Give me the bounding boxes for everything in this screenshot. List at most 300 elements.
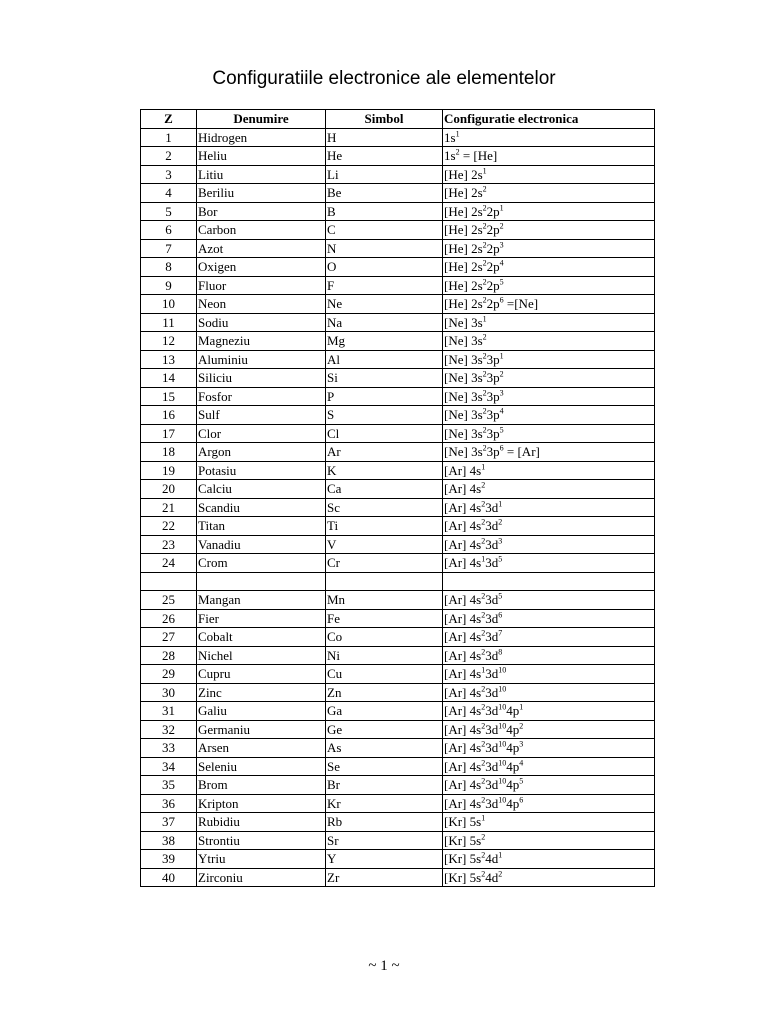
electron-configuration-cell — [443, 406, 655, 425]
element-name-cell: Clor — [197, 424, 326, 443]
element-symbol-cell: N — [326, 239, 443, 258]
config-segment: 3d — [485, 592, 499, 608]
config-segment: [Ar] 4s — [444, 518, 482, 534]
config-segment: 3d — [485, 610, 499, 626]
element-name-cell: Zirconiu — [197, 868, 326, 887]
element-symbol-cell: Ti — [326, 517, 443, 536]
electron-configuration-cell — [443, 517, 655, 536]
electron-configuration-cell — [443, 628, 655, 647]
config-segment: 2p — [486, 240, 500, 256]
config-segment: [Ar] 4s — [444, 740, 482, 756]
element-name-cell: Nichel — [197, 646, 326, 665]
config-exponent: 3 — [499, 240, 504, 250]
config-segment: 4p — [506, 703, 520, 719]
config-exponent: 1 — [482, 166, 487, 176]
config-exponent: 5 — [498, 591, 503, 601]
config-segment: [Kr] 5s — [444, 832, 482, 848]
atomic-number-cell: 20 — [141, 480, 197, 499]
element-name-cell: Sodiu — [197, 313, 326, 332]
atomic-number-cell: 4 — [141, 184, 197, 203]
element-name-cell: Cobalt — [197, 628, 326, 647]
config-segment: 4p — [506, 721, 520, 737]
element-name-cell: Rubidiu — [197, 813, 326, 832]
table-row — [141, 480, 655, 499]
table-row — [141, 258, 655, 277]
element-name-cell: Seleniu — [197, 757, 326, 776]
electron-configuration-cell — [443, 350, 655, 369]
element-name-cell: Brom — [197, 776, 326, 795]
element-symbol-cell: Li — [326, 165, 443, 184]
config-exponent: 5 — [499, 425, 504, 435]
electron-configuration-cell — [443, 165, 655, 184]
table-row — [141, 720, 655, 739]
config-segment: [Ne] 3s — [444, 388, 483, 404]
electron-configuration-cell — [443, 239, 655, 258]
table-row — [141, 128, 655, 147]
config-exponent: 2 — [482, 369, 487, 379]
table-row — [141, 591, 655, 610]
config-segment: [He] 2s — [444, 240, 483, 256]
config-segment: 3d — [485, 684, 499, 700]
config-segment: [He] 2s — [444, 277, 483, 293]
config-segment: [Ar] 4s — [444, 777, 482, 793]
table-row — [141, 424, 655, 443]
config-segment: [Ar] 4s — [444, 592, 482, 608]
electron-configuration-cell — [443, 498, 655, 517]
atomic-number-cell: 28 — [141, 646, 197, 665]
atomic-number-cell: 22 — [141, 517, 197, 536]
atomic-number-cell: 10 — [141, 295, 197, 314]
atomic-number-cell: 17 — [141, 424, 197, 443]
table-row — [141, 739, 655, 758]
config-exponent: 2 — [482, 443, 487, 453]
element-symbol-cell: Cr — [326, 554, 443, 573]
config-segment: [Ar] 4s — [444, 481, 482, 497]
config-segment: 2p — [486, 222, 500, 238]
element-symbol-cell: Fe — [326, 609, 443, 628]
element-name-cell: Scandiu — [197, 498, 326, 517]
config-exponent: 8 — [498, 647, 503, 657]
atomic-number-cell: 14 — [141, 369, 197, 388]
atomic-number-cell: 39 — [141, 850, 197, 869]
config-exponent: 10 — [498, 776, 507, 786]
element-symbol-cell: O — [326, 258, 443, 277]
header-z: Z — [141, 110, 197, 129]
config-exponent: 5 — [498, 554, 503, 564]
atomic-number-cell: 13 — [141, 350, 197, 369]
element-symbol-cell: Ne — [326, 295, 443, 314]
element-symbol-cell: Sc — [326, 498, 443, 517]
element-symbol-cell: He — [326, 147, 443, 166]
atomic-number-cell: 19 — [141, 461, 197, 480]
table-row — [141, 702, 655, 721]
config-exponent: 10 — [498, 684, 507, 694]
config-exponent: 7 — [498, 628, 503, 638]
element-symbol-cell: Zr — [326, 868, 443, 887]
element-name-cell: Litiu — [197, 165, 326, 184]
electron-configuration-cell — [443, 295, 655, 314]
electron-configuration-cell — [443, 720, 655, 739]
electron-configuration-cell — [443, 128, 655, 147]
config-exponent: 2 — [482, 203, 487, 213]
config-exponent: 1 — [499, 203, 504, 213]
table-row — [141, 369, 655, 388]
config-exponent: 2 — [481, 499, 486, 509]
electron-configuration-cell — [443, 221, 655, 240]
config-segment: [Ar] 4s — [444, 666, 482, 682]
config-exponent: 2 — [482, 388, 487, 398]
electron-configuration-cell — [443, 739, 655, 758]
table-row — [141, 313, 655, 332]
element-symbol-cell: Al — [326, 350, 443, 369]
atomic-number-cell: 12 — [141, 332, 197, 351]
element-symbol-cell: As — [326, 739, 443, 758]
element-name-cell: Arsen — [197, 739, 326, 758]
element-symbol-cell: Ar — [326, 443, 443, 462]
element-name-cell: Zinc — [197, 683, 326, 702]
config-exponent: 2 — [482, 295, 487, 305]
electron-configuration-cell — [443, 831, 655, 850]
config-segment: 3d — [485, 629, 499, 645]
config-segment: 3p — [486, 370, 500, 386]
atomic-number-cell: 11 — [141, 313, 197, 332]
config-exponent: 2 — [481, 832, 486, 842]
config-segment: [He] 2s — [444, 296, 483, 312]
electron-configuration-cell — [443, 480, 655, 499]
atomic-number-cell: 8 — [141, 258, 197, 277]
element-symbol-cell: Br — [326, 776, 443, 795]
electron-configuration-cell — [443, 683, 655, 702]
electron-configuration-cell — [443, 276, 655, 295]
element-symbol-cell: Si — [326, 369, 443, 388]
electron-configuration-cell — [443, 332, 655, 351]
table-row — [141, 165, 655, 184]
electron-configuration-cell — [443, 369, 655, 388]
element-symbol-cell: Co — [326, 628, 443, 647]
config-segment: 1s — [444, 148, 456, 164]
config-exponent: 2 — [481, 850, 486, 860]
element-symbol-cell: C — [326, 221, 443, 240]
config-segment: =[Ne] — [503, 296, 539, 312]
config-segment: 3d — [485, 740, 499, 756]
atomic-number-cell: 34 — [141, 757, 197, 776]
table-row — [141, 776, 655, 795]
config-exponent: 2 — [481, 869, 486, 879]
table-header-row — [141, 110, 655, 129]
config-segment: 2p — [486, 259, 500, 275]
config-segment: 3d — [485, 777, 499, 793]
table-row — [141, 461, 655, 480]
electron-configuration-cell — [443, 443, 655, 462]
config-exponent: 3 — [519, 739, 524, 749]
config-exponent: 3 — [499, 388, 504, 398]
element-name-cell: Siliciu — [197, 369, 326, 388]
config-exponent: 10 — [498, 702, 507, 712]
config-segment: 3p — [486, 425, 500, 441]
config-segment: [Ne] 3s — [444, 407, 483, 423]
element-name-cell: Cupru — [197, 665, 326, 684]
atomic-number-cell: 16 — [141, 406, 197, 425]
config-exponent: 2 — [481, 702, 486, 712]
config-exponent: 6 — [498, 610, 503, 620]
electron-configuration-cell — [443, 387, 655, 406]
config-segment: 4d — [485, 869, 499, 885]
table-row — [141, 184, 655, 203]
element-configuration-table — [140, 109, 655, 887]
config-segment: 3d — [485, 703, 499, 719]
config-exponent: 2 — [482, 221, 487, 231]
element-symbol-cell: Zn — [326, 683, 443, 702]
config-exponent: 10 — [498, 795, 507, 805]
element-name-cell: Strontiu — [197, 831, 326, 850]
element-symbol-cell: F — [326, 276, 443, 295]
element-name-cell: Argon — [197, 443, 326, 462]
config-exponent: 10 — [498, 721, 507, 731]
element-symbol-cell: Mg — [326, 332, 443, 351]
atomic-number-cell: 40 — [141, 868, 197, 887]
table-row — [141, 831, 655, 850]
element-name-cell: Aluminiu — [197, 350, 326, 369]
element-symbol-cell — [326, 572, 443, 591]
element-symbol-cell: Sr — [326, 831, 443, 850]
element-symbol-cell: V — [326, 535, 443, 554]
config-segment: = [Ar] — [503, 444, 540, 460]
table-row — [141, 517, 655, 536]
electron-configuration-cell — [443, 776, 655, 795]
element-name-cell: Calciu — [197, 480, 326, 499]
element-symbol-cell: Ga — [326, 702, 443, 721]
electron-configuration-cell — [443, 424, 655, 443]
electron-configuration-cell — [443, 609, 655, 628]
atomic-number-cell: 1 — [141, 128, 197, 147]
config-exponent: 2 — [482, 425, 487, 435]
config-segment: [Ne] 3s — [444, 314, 483, 330]
config-exponent: 2 — [499, 369, 504, 379]
element-symbol-cell: Ca — [326, 480, 443, 499]
config-exponent: 1 — [481, 554, 486, 564]
config-exponent: 10 — [498, 758, 507, 768]
config-segment: 4p — [506, 777, 520, 793]
config-segment: [Ne] 3s — [444, 333, 483, 349]
config-exponent: 10 — [498, 665, 507, 675]
atomic-number-cell: 21 — [141, 498, 197, 517]
config-exponent: 2 — [498, 517, 503, 527]
config-segment: 3d — [485, 518, 499, 534]
element-symbol-cell: H — [326, 128, 443, 147]
atomic-number-cell: 27 — [141, 628, 197, 647]
atomic-number-cell: 38 — [141, 831, 197, 850]
config-segment: [Kr] 5s — [444, 851, 482, 867]
electron-configuration-cell — [443, 646, 655, 665]
electron-configuration-cell — [443, 850, 655, 869]
config-exponent: 2 — [481, 628, 486, 638]
atomic-number-cell: 35 — [141, 776, 197, 795]
config-exponent: 2 — [482, 332, 487, 342]
table-row — [141, 850, 655, 869]
atomic-number-cell: 9 — [141, 276, 197, 295]
table-row — [141, 295, 655, 314]
config-segment: [He] 2s — [444, 203, 483, 219]
element-name-cell: Titan — [197, 517, 326, 536]
config-exponent: 1 — [481, 665, 486, 675]
element-name-cell: Fluor — [197, 276, 326, 295]
element-name-cell: Mangan — [197, 591, 326, 610]
table-row — [141, 276, 655, 295]
config-segment: 3d — [485, 647, 499, 663]
atomic-number-cell: 15 — [141, 387, 197, 406]
config-segment: [He] 2s — [444, 185, 483, 201]
element-name-cell: Neon — [197, 295, 326, 314]
config-exponent: 2 — [482, 184, 487, 194]
element-symbol-cell: B — [326, 202, 443, 221]
table-row — [141, 757, 655, 776]
config-exponent: 1 — [455, 129, 460, 139]
element-symbol-cell: Y — [326, 850, 443, 869]
element-name-cell — [197, 572, 326, 591]
atomic-number-cell: 32 — [141, 720, 197, 739]
config-exponent: 2 — [481, 647, 486, 657]
table-row — [141, 221, 655, 240]
config-segment: [Ne] 3s — [444, 370, 483, 386]
config-segment: [Ar] 4s — [444, 758, 482, 774]
atomic-number-cell: 2 — [141, 147, 197, 166]
config-exponent: 6 — [519, 795, 524, 805]
config-exponent: 1 — [499, 351, 504, 361]
element-symbol-cell: S — [326, 406, 443, 425]
electron-configuration-cell — [443, 794, 655, 813]
config-segment: [Ar] 4s — [444, 647, 482, 663]
atomic-number-cell: 24 — [141, 554, 197, 573]
config-segment: [He] 2s — [444, 259, 483, 275]
atomic-number-cell: 3 — [141, 165, 197, 184]
config-exponent: 5 — [499, 277, 504, 287]
config-segment: [Ar] 4s — [444, 703, 482, 719]
table-row — [141, 646, 655, 665]
config-segment: 2p — [486, 203, 500, 219]
config-segment: 3p — [486, 407, 500, 423]
header-denumire: Denumire — [197, 110, 326, 129]
config-segment: 4p — [506, 758, 520, 774]
config-exponent: 4 — [519, 758, 524, 768]
element-name-cell: Bor — [197, 202, 326, 221]
table-row — [141, 239, 655, 258]
table-row — [141, 535, 655, 554]
element-name-cell: Potasiu — [197, 461, 326, 480]
table-row — [141, 813, 655, 832]
element-name-cell: Heliu — [197, 147, 326, 166]
config-segment: 3d — [485, 499, 499, 515]
table-row — [141, 554, 655, 573]
config-exponent: 2 — [498, 869, 503, 879]
config-segment: [Ar] 4s — [444, 684, 482, 700]
config-exponent: 2 — [455, 147, 460, 157]
config-segment: [Ar] 4s — [444, 499, 482, 515]
config-exponent: 2 — [519, 721, 524, 731]
element-name-cell: Azot — [197, 239, 326, 258]
element-name-cell: Kripton — [197, 794, 326, 813]
config-segment: [Kr] 5s — [444, 814, 482, 830]
electron-configuration-cell — [443, 813, 655, 832]
element-name-cell: Oxigen — [197, 258, 326, 277]
table-row — [141, 794, 655, 813]
config-segment: [Ar] 4s — [444, 462, 482, 478]
config-segment: [Ne] 3s — [444, 351, 483, 367]
table-row — [141, 147, 655, 166]
config-exponent: 3 — [498, 536, 503, 546]
config-exponent: 10 — [498, 739, 507, 749]
config-segment: 3d — [485, 666, 499, 682]
table-row — [141, 332, 655, 351]
atomic-number-cell: 31 — [141, 702, 197, 721]
config-segment: 3p — [486, 444, 500, 460]
table-row — [141, 609, 655, 628]
electron-configuration-cell — [443, 313, 655, 332]
config-segment: 3d — [485, 795, 499, 811]
config-exponent: 2 — [481, 591, 486, 601]
config-segment: [Ar] 4s — [444, 629, 482, 645]
config-exponent: 2 — [482, 258, 487, 268]
element-symbol-cell: Ge — [326, 720, 443, 739]
config-segment: [Ne] 3s — [444, 444, 483, 460]
config-exponent: 2 — [481, 536, 486, 546]
table-row — [141, 665, 655, 684]
table-row — [141, 572, 655, 591]
element-symbol-cell: K — [326, 461, 443, 480]
atomic-number-cell: 29 — [141, 665, 197, 684]
table-row — [141, 387, 655, 406]
table-body — [141, 128, 655, 887]
atomic-number-cell — [141, 572, 197, 591]
header-configuratie: Configuratie electronica — [443, 110, 655, 129]
config-exponent: 4 — [499, 406, 504, 416]
element-symbol-cell: P — [326, 387, 443, 406]
config-segment: 4p — [506, 740, 520, 756]
config-segment: 3p — [486, 351, 500, 367]
electron-configuration-cell — [443, 554, 655, 573]
config-segment: [He] 2s — [444, 166, 483, 182]
atomic-number-cell: 23 — [141, 535, 197, 554]
config-segment: [Kr] 5s — [444, 869, 482, 885]
element-symbol-cell: Cl — [326, 424, 443, 443]
config-segment: [Ar] 4s — [444, 795, 482, 811]
electron-configuration-cell — [443, 665, 655, 684]
table-row — [141, 406, 655, 425]
table-row — [141, 683, 655, 702]
config-exponent: 6 — [499, 295, 504, 305]
electron-configuration-cell — [443, 535, 655, 554]
config-segment: 3d — [485, 555, 499, 571]
electron-configuration-cell — [443, 572, 655, 591]
config-exponent: 2 — [481, 684, 486, 694]
element-name-cell: Fier — [197, 609, 326, 628]
electron-configuration-cell — [443, 147, 655, 166]
config-exponent: 5 — [519, 776, 524, 786]
atomic-number-cell: 6 — [141, 221, 197, 240]
element-name-cell: Beriliu — [197, 184, 326, 203]
atomic-number-cell: 7 — [141, 239, 197, 258]
config-exponent: 2 — [481, 776, 486, 786]
config-segment: = [He] — [459, 148, 498, 164]
atomic-number-cell: 30 — [141, 683, 197, 702]
element-symbol-cell: Kr — [326, 794, 443, 813]
config-segment: 4d — [485, 851, 499, 867]
atomic-number-cell: 36 — [141, 794, 197, 813]
config-exponent: 2 — [482, 240, 487, 250]
config-segment: [Ar] 4s — [444, 610, 482, 626]
config-exponent: 2 — [481, 517, 486, 527]
config-segment: 2p — [486, 277, 500, 293]
page-title: Configuratiile electronice ale elementelor — [212, 68, 556, 89]
